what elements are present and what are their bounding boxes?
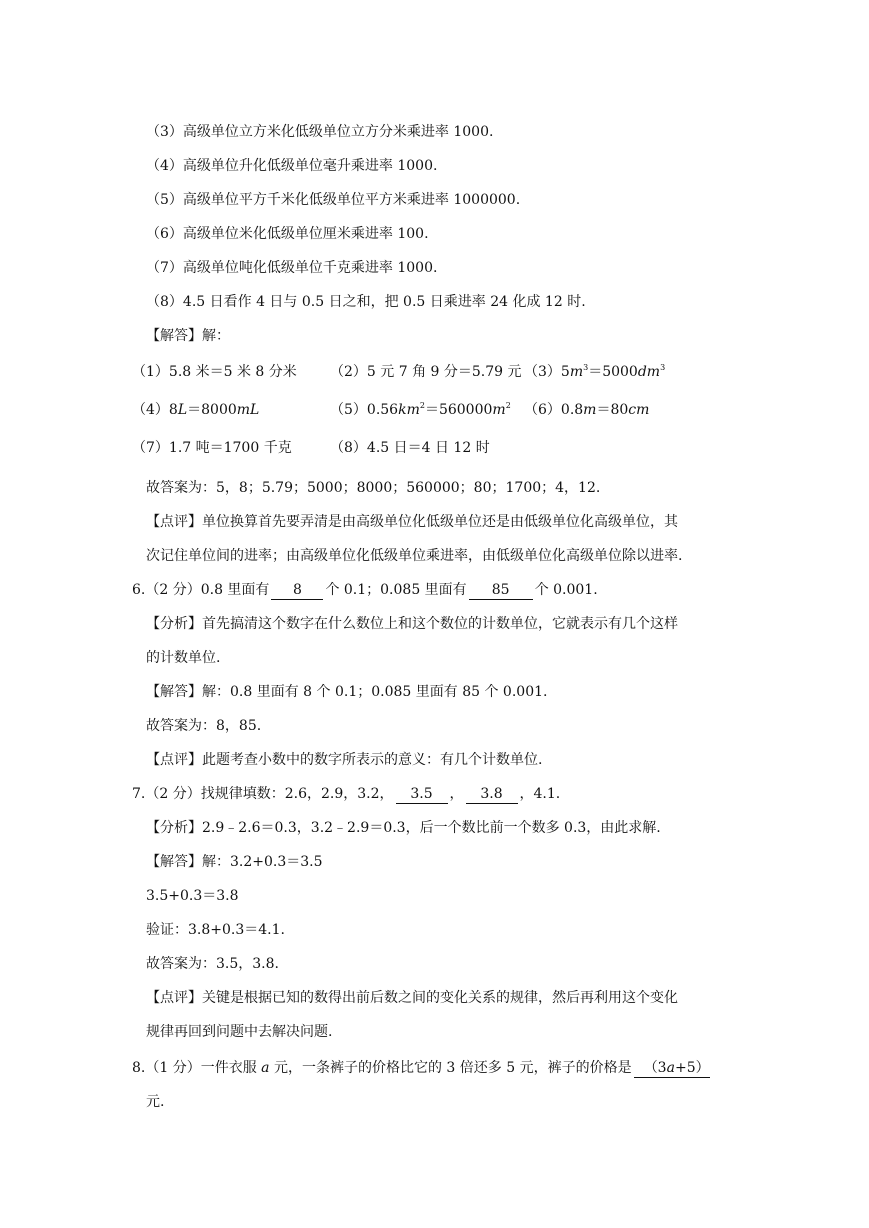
comment-7-line-1: 【点评】关键是根据已知的数得出前后数之间的变化关系的规律，然后再利用这个变化	[146, 990, 678, 1006]
answer-blank-6b: 85	[469, 582, 533, 600]
answer-blank-8: （3a+5）	[634, 1060, 710, 1078]
answer-7: 故答案为：3.5，3.8.	[146, 956, 279, 972]
answer-blank-6a: 8	[271, 582, 323, 600]
result-1: （1）5.8 米＝5 米 8 分米	[132, 364, 297, 380]
question-6: 6.（2 分）0.8 里面有 8 个 0.1；0.085 里面有 85 个 0.001.	[132, 582, 598, 598]
comment-5-line-1: 【点评】单位换算首先要弄清是由高级单位化低级单位还是由低级单位化高级单位，其	[146, 514, 678, 530]
question-7: 7.（2 分）找规律填数：2.6，2.9，3.2， 3.5 ， 3.8 ，4.1.	[132, 786, 561, 802]
result-4: （4）8L＝8000mL	[132, 402, 260, 418]
question-8: 8.（1 分）一件衣服 a 元，一条裤子的价格比它的 3 倍还多 5 元，裤子的价格是 （3a+5）	[132, 1060, 710, 1076]
result-5: $(5)0.56km^2=560000m^2$	[330, 401, 511, 418]
analysis-7: 【分析】2.9﹣2.6＝0.3，3.2﹣2.9＝0.3，后一个数比前一个数多 0.3，由此求解.	[146, 820, 661, 836]
result-3: $(3)5m^3=5000dm^3$	[524, 363, 666, 380]
solution-7: 【解答】解：3.2+0.3＝3.5	[146, 854, 323, 870]
analysis-step-4: （4）高级单位升化低级单位毫升乘进率 1000.	[146, 158, 438, 174]
solution-label: 【解答】解：	[146, 328, 230, 344]
result-7: （7）1.7 吨＝1700 千克	[132, 440, 292, 456]
solution-6: 【解答】解：0.8 里面有 8 个 0.1；0.085 里面有 85 个 0.001.	[146, 684, 548, 700]
analysis-step-7: （7）高级单位吨化低级单位千克乘进率 1000.	[146, 260, 438, 276]
analysis-6-line-2: 的计数单位.	[146, 650, 221, 666]
solution-7-step-2: 3.5+0.3＝3.8	[146, 888, 239, 904]
answer-blank-7a: 3.5	[396, 786, 448, 804]
result-8: （8）4.5 日＝4 日 12 时	[330, 440, 490, 456]
answer-blank-7b: 3.8	[466, 786, 518, 804]
verify-7: 验证：3.8+0.3＝4.1.	[146, 922, 285, 938]
answer-5: 故答案为：5，8；5.79；5000；8000；560000；80；1700；4，12.	[146, 480, 601, 496]
comment-7-line-2: 规律再回到问题中去解决问题.	[146, 1024, 333, 1040]
question-8-tail: 元.	[146, 1094, 165, 1110]
result-6: （6）0.8m＝80cm	[524, 402, 650, 418]
analysis-6-line-1: 【分析】首先搞清这个数字在什么数位上和这个数位的计数单位，它就表示有几个这样	[146, 616, 678, 632]
comment-5-line-2: 次记住单位间的进率；由高级单位化低级单位乘进率，由低级单位化高级单位除以进率.	[146, 548, 683, 564]
analysis-step-8: （8）4.5 日看作 4 日与 0.5 日之和，把 0.5 日乘进率 24 化成 12 时.	[146, 294, 586, 310]
analysis-step-5: （5）高级单位平方千米化低级单位平方米乘进率 1000000.	[146, 192, 521, 208]
analysis-step-3: （3）高级单位立方米化低级单位立方分米乘进率 1000.	[146, 124, 494, 140]
result-2: （2）5 元 7 角 9 分＝5.79 元	[330, 364, 522, 380]
analysis-step-6: （6）高级单位米化低级单位厘米乘进率 100.	[146, 226, 429, 242]
answer-6: 故答案为：8，85.	[146, 718, 262, 734]
comment-6: 【点评】此题考查小数中的数字所表示的意义：有几个计数单位.	[146, 752, 543, 768]
